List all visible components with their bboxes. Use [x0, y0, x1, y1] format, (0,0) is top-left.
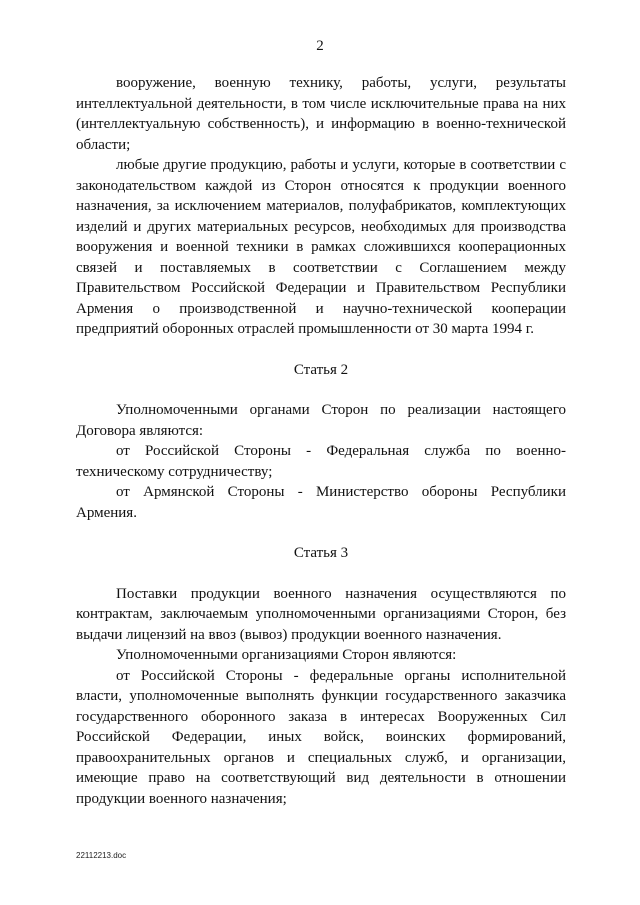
- paragraph: Уполномоченными органами Сторон по реализации настоящего Договора являются:: [76, 402, 566, 439]
- paragraph: от Российской Стороны - федеральные органы исполнительной власти, уполномоченные выполнять функции государственного заказчика государственного оборонного заказа в интересах Вооруженных Сил Российской Федерации, иных войск, воинских формирований, правоохранительных органов и специальных служб, и организации, имеющие право на соответствующий вид деятельности в отношении продукции военного назначения;: [76, 667, 566, 807]
- paragraph: от Российской Стороны - Федеральная служба по военно-техническому сотрудничеству;: [76, 443, 566, 480]
- document-body: [76, 73, 566, 809]
- paragraph: вооружение, военную технику, работы, услуги, результаты интеллектуальной деятельности, в том числе исключительные права на них (интеллектуальную собственность), и информацию в военно-технической области;: [76, 75, 566, 153]
- paragraph: от Армянской Стороны - Министерство обороны Республики Армения.: [76, 484, 566, 521]
- paragraph: Уполномоченными организациями Сторон являются:: [116, 647, 457, 663]
- paragraph: Поставки продукции военного назначения осуществляются по контрактам, заключаемым уполномоченными организациями Сторон, без выдачи лицензий на ввоз (вывоз) продукции военного назначения.: [76, 585, 566, 643]
- paragraph: любые другие продукцию, работы и услуги, которые в соответствии с законодательством каждой из Сторон относятся к продукции военного назначения, за исключением материалов, полуфабрикатов, комплектующих изделий и других материальных ресурсов, необходимых для производства вооружения и военной техники в рамках сложившихся кооперационных связей и поставляемых в соответствии с Соглашением между Правительством Российской Федерации и Правительством Республики Армения о производственной и научно-технической кооперации предприятий оборонных отраслей промышленности от 30 марта 1994 г.: [76, 157, 566, 337]
- page-number: 2: [316, 38, 324, 54]
- article-3-heading: Статья 3: [293, 545, 349, 561]
- article-2-heading: Статья 2: [293, 361, 349, 378]
- file-name-footer: 22112213.doc: [76, 851, 127, 860]
